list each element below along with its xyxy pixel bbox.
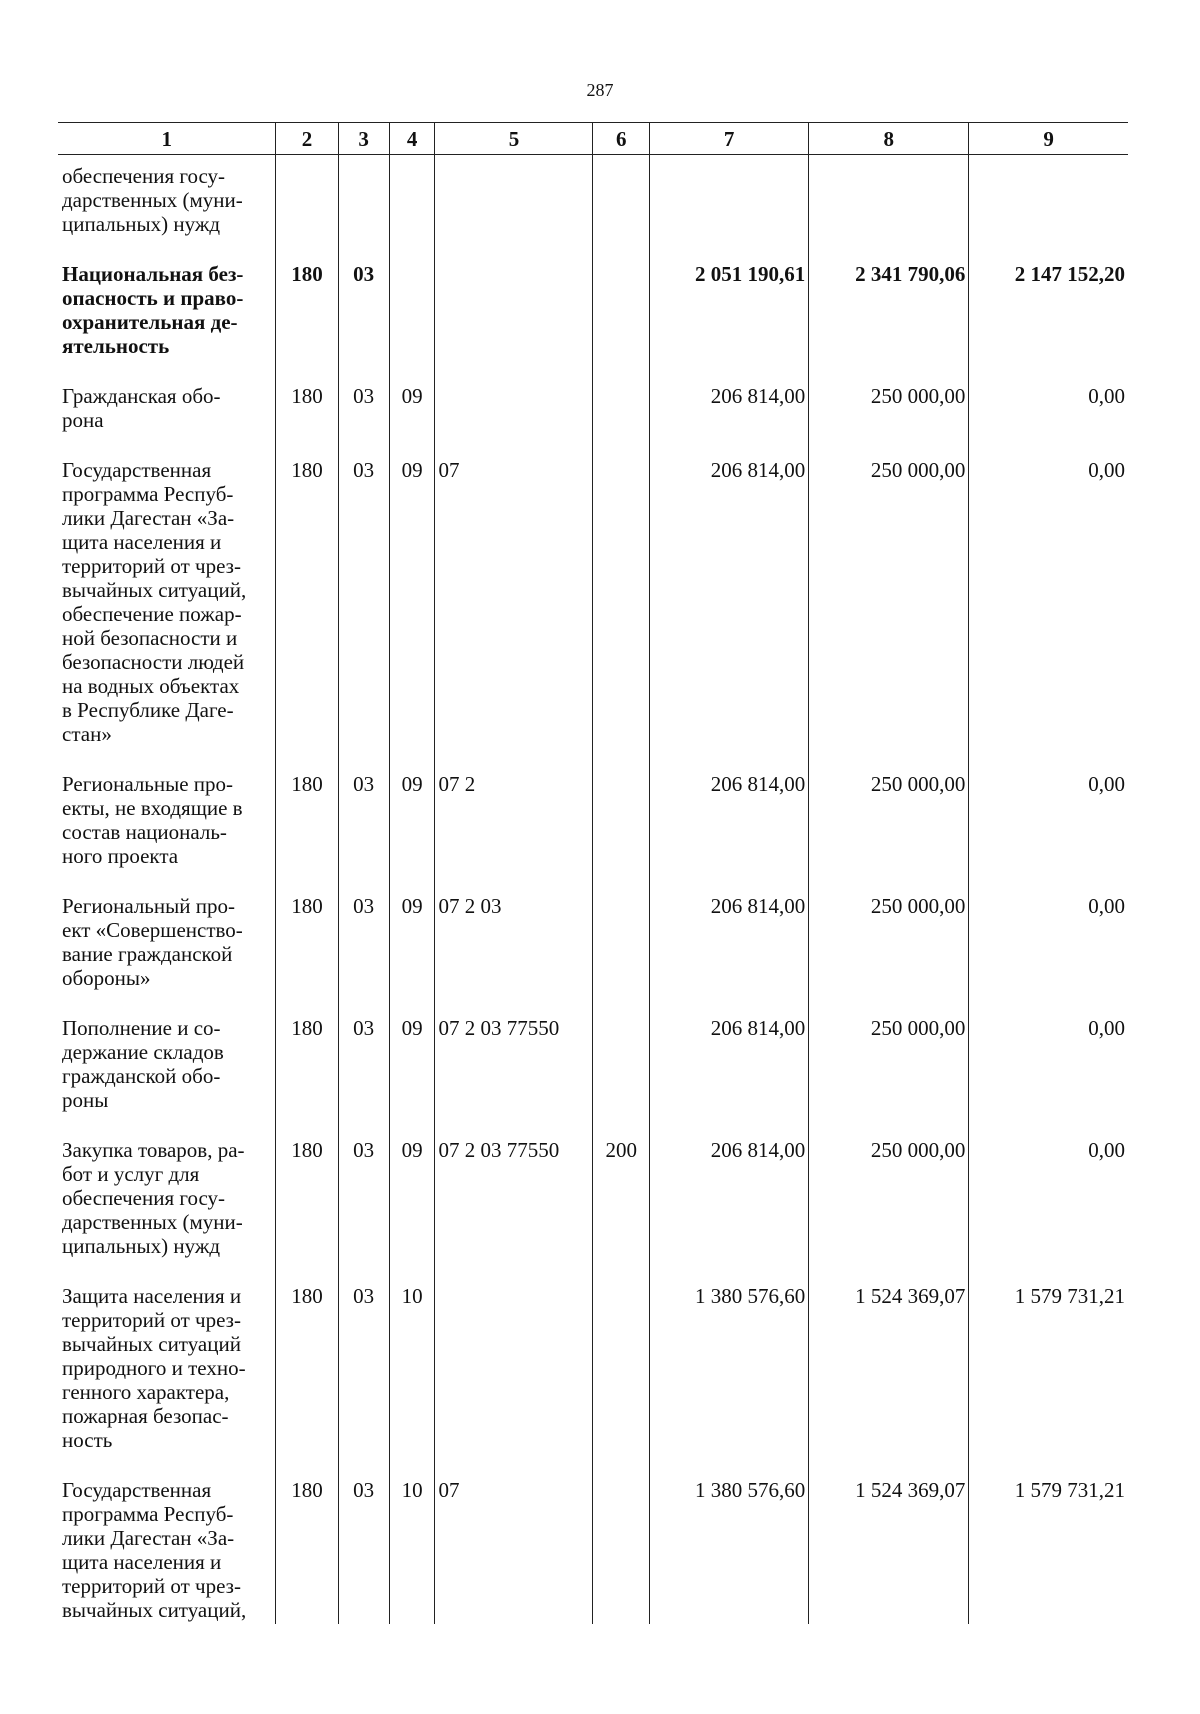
row-amount-8-cell: 250 000,00 (809, 1007, 969, 1129)
column-header-9: 9 (969, 123, 1128, 155)
page-number: 287 (586, 80, 614, 100)
row-amount-8-cell: 250 000,00 (809, 885, 969, 1007)
row-code-4-cell: 09 (389, 763, 435, 885)
row-name-cell: Региональные про- екты, не входящие в состав националь- ного проекта (62, 772, 243, 868)
row-code-4-cell (389, 253, 435, 375)
row-code-5-cell (435, 155, 593, 254)
row-code-5-cell: 07 2 03 (435, 885, 593, 1007)
row-code-6-cell (593, 1469, 650, 1624)
column-header-3: 3 (338, 123, 389, 155)
row-code-3-cell: 03 (338, 763, 389, 885)
table-row (58, 885, 1128, 1007)
row-amount-7-cell: 206 814,00 (650, 375, 809, 449)
row-name-cell: Государственная программа Респуб- лики Дагестан «За- щита населения и территорий от чрез- вычайных ситуаций, (62, 1478, 247, 1622)
row-amount-8-cell: 2 341 790,06 (809, 253, 969, 375)
row-code-3-cell: 03 (338, 253, 389, 375)
row-code-4-cell: 09 (389, 375, 435, 449)
row-amount-9-cell: 0,00 (969, 1129, 1128, 1275)
row-code-5-cell: 07 2 03 77550 (435, 1129, 593, 1275)
column-header-2: 2 (276, 123, 338, 155)
row-amount-8-cell: 250 000,00 (809, 375, 969, 449)
row-amount-7-cell: 2 051 190,61 (650, 253, 809, 375)
row-amount-7-cell: 206 814,00 (650, 449, 809, 763)
table-row (58, 375, 1128, 449)
row-code-2-cell: 180 (276, 1469, 338, 1624)
row-code-6-cell (593, 1007, 650, 1129)
row-name-cell: Национальная без- опасность и право- охранительная де- ятельность (62, 262, 244, 358)
row-amount-9-cell (969, 155, 1128, 254)
row-code-3-cell (338, 155, 389, 254)
table-row (58, 155, 1128, 254)
row-amount-8-cell: 250 000,00 (809, 763, 969, 885)
row-code-5-cell: 07 2 03 77550 (435, 1007, 593, 1129)
row-amount-8-cell: 1 524 369,07 (809, 1275, 969, 1469)
row-code-5-cell (435, 1275, 593, 1469)
row-code-4-cell: 09 (389, 1129, 435, 1275)
table-row (58, 1469, 1128, 1624)
row-amount-7-cell: 206 814,00 (650, 1007, 809, 1129)
table-body (58, 155, 1128, 1625)
row-code-3-cell: 03 (338, 1129, 389, 1275)
table-row (58, 1129, 1128, 1275)
row-code-3-cell: 03 (338, 375, 389, 449)
row-code-3-cell: 03 (338, 885, 389, 1007)
row-amount-8-cell: 250 000,00 (809, 1129, 969, 1275)
row-code-6-cell (593, 885, 650, 1007)
row-code-5-cell: 07 (435, 449, 593, 763)
row-amount-8-cell (809, 155, 969, 254)
column-header-1: 1 (58, 123, 276, 155)
row-name-cell: обеспечения госу- дарственных (муни- ципальных) нужд (62, 164, 243, 236)
row-amount-9-cell: 0,00 (969, 763, 1128, 885)
table-row (58, 253, 1128, 375)
row-code-3-cell: 03 (338, 1275, 389, 1469)
column-header-7: 7 (650, 123, 809, 155)
row-code-2-cell: 180 (276, 1007, 338, 1129)
column-header-4: 4 (389, 123, 435, 155)
row-code-5-cell: 07 2 (435, 763, 593, 885)
header-row (58, 123, 1128, 155)
row-amount-8-cell: 1 524 369,07 (809, 1469, 969, 1624)
row-code-6-cell (593, 155, 650, 254)
row-code-4-cell: 10 (389, 1275, 435, 1469)
row-name-cell: Региональный про- ект «Совершенство- вание гражданской обороны» (62, 894, 243, 990)
row-amount-7-cell: 1 380 576,60 (650, 1469, 809, 1624)
row-amount-7-cell: 206 814,00 (650, 885, 809, 1007)
row-code-4-cell: 10 (389, 1469, 435, 1624)
row-code-6-cell (593, 253, 650, 375)
row-amount-7-cell: 206 814,00 (650, 1129, 809, 1275)
row-name-cell: Пополнение и со- держание складов гражданской обо- роны (62, 1016, 224, 1112)
row-code-2-cell: 180 (276, 1129, 338, 1275)
row-amount-9-cell: 2 147 152,20 (969, 253, 1128, 375)
row-code-2-cell: 180 (276, 449, 338, 763)
row-name-cell: Защита населения и территорий от чрез- вычайных ситуаций природного и техно- генного характера, пожарная безопас- ность (62, 1284, 246, 1452)
row-code-5-cell (435, 253, 593, 375)
row-code-2-cell: 180 (276, 1275, 338, 1469)
row-code-2-cell: 180 (276, 885, 338, 1007)
row-code-3-cell: 03 (338, 1469, 389, 1624)
row-amount-9-cell: 0,00 (969, 375, 1128, 449)
row-code-4-cell: 09 (389, 449, 435, 763)
budget-table (58, 122, 1128, 1624)
row-name-cell: Гражданская обо- рона (62, 384, 221, 432)
row-code-2-cell (276, 155, 338, 254)
row-amount-7-cell: 1 380 576,60 (650, 1275, 809, 1469)
row-code-6-cell (593, 763, 650, 885)
row-code-2-cell: 180 (276, 253, 338, 375)
table-row (58, 449, 1128, 763)
row-code-2-cell: 180 (276, 375, 338, 449)
table-row (58, 1275, 1128, 1469)
column-header-8: 8 (809, 123, 969, 155)
row-amount-7-cell: 206 814,00 (650, 763, 809, 885)
row-code-6-cell (593, 449, 650, 763)
row-code-2-cell: 180 (276, 763, 338, 885)
row-amount-7-cell (650, 155, 809, 254)
row-code-3-cell: 03 (338, 449, 389, 763)
row-code-5-cell: 07 (435, 1469, 593, 1624)
row-code-3-cell: 03 (338, 1007, 389, 1129)
row-amount-9-cell: 0,00 (969, 449, 1128, 763)
row-amount-9-cell: 1 579 731,21 (969, 1469, 1128, 1624)
table-header (58, 123, 1128, 155)
row-amount-9-cell: 0,00 (969, 1007, 1128, 1129)
row-amount-9-cell: 1 579 731,21 (969, 1275, 1128, 1469)
column-header-5: 5 (435, 123, 593, 155)
row-code-6-cell (593, 1275, 650, 1469)
row-code-4-cell (389, 155, 435, 254)
row-name-cell: Государственная программа Респуб- лики Дагестан «За- щита населения и территорий от чрез- вычайных ситуаций, обеспечение пожар- ной безопасности и безопасности людей на водных объектах в Республике Даге- стан» (62, 458, 247, 746)
row-code-6-cell (593, 375, 650, 449)
row-code-4-cell: 09 (389, 1007, 435, 1129)
table-row (58, 763, 1128, 885)
table-row (58, 1007, 1128, 1129)
row-code-6-cell: 200 (593, 1129, 650, 1275)
column-header-6: 6 (593, 123, 650, 155)
row-amount-9-cell: 0,00 (969, 885, 1128, 1007)
row-code-4-cell: 09 (389, 885, 435, 1007)
row-amount-8-cell: 250 000,00 (809, 449, 969, 763)
row-code-5-cell (435, 375, 593, 449)
row-name-cell: Закупка товаров, ра- бот и услуг для обеспечения госу- дарственных (муни- ципальных) нужд (62, 1138, 245, 1258)
